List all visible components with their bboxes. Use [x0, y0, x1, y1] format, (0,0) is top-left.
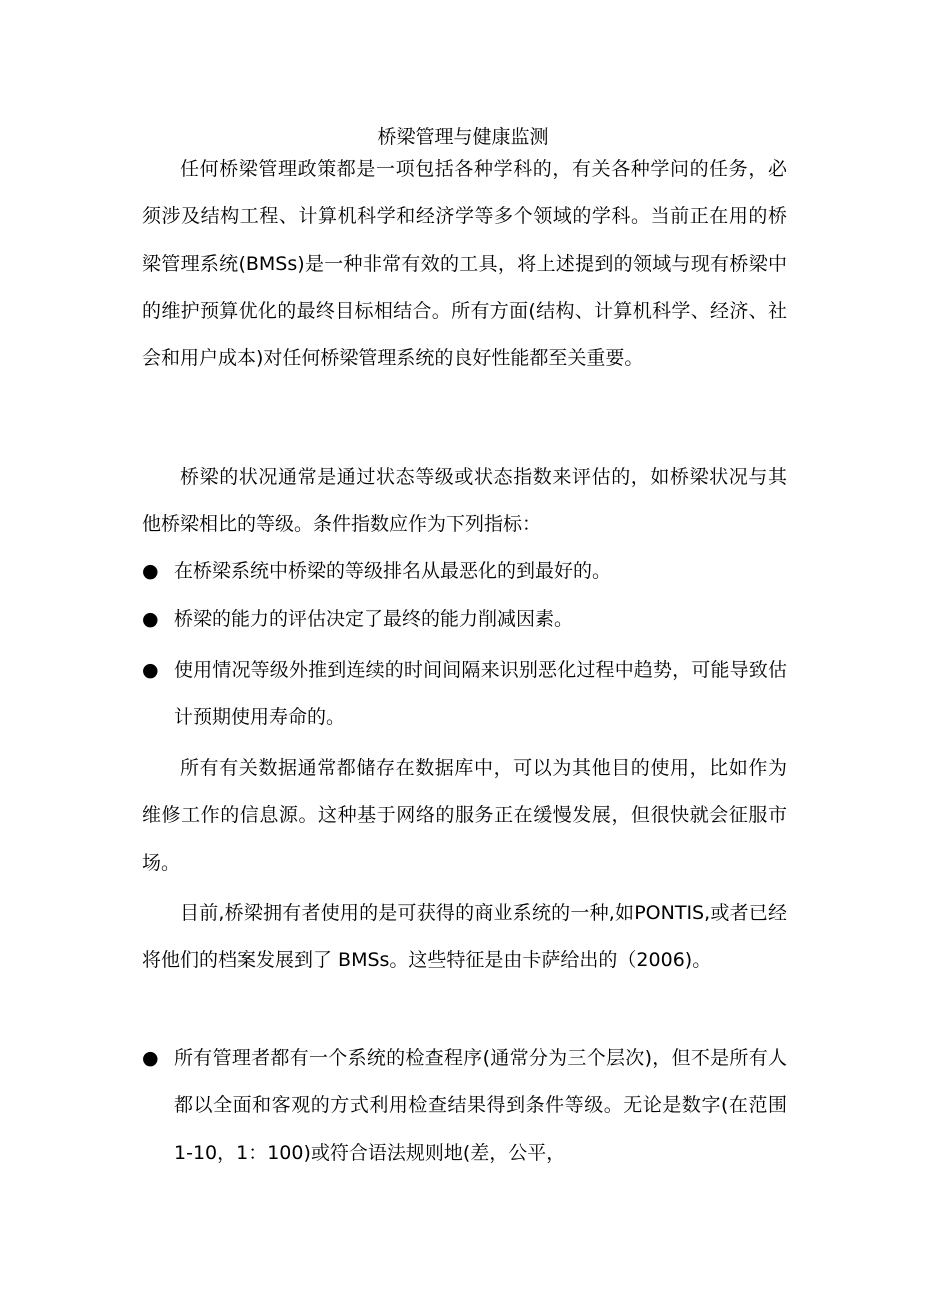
bullet-dot-icon: ● [142, 560, 159, 582]
bullet-text: 所有管理者都有一个系统的检查程序(通常分为三个层次)，但不是所有人都以全面和客观的方式利用检查结果得到条件等级。无论是数字(在范围 1-10，1：100)或符合语法规则地(差，公平， [174, 1047, 787, 1164]
bullet-dot-icon: ● [142, 1047, 159, 1069]
bullet-dot-icon: ● [142, 608, 159, 630]
paragraph-intro: 任何桥梁管理政策都是一项包括各种学科的，有关各种学问的任务，必须涉及结构工程、计算机科学和经济学等多个领域的学科。当前正在用的桥梁管理系统(BMSs)是一种非常有效的工具，将上述提到的领域与现有桥梁中的维护预算优化的最终目标相结合。所有方面(结构、计算机科学、经济、社会和用户成本)对任何桥梁管理系统的良好性能都至关重要。 [142, 158, 787, 370]
bullet-item [142, 1035, 787, 1177]
bullet-item [142, 548, 787, 595]
paragraph-current-systems: 目前,桥梁拥有者使用的是可获得的商业系统的一种,如PONTIS,或者已经将他们的档案发展到了 BMSs。这些特征是由卡萨给出的（2006)。 [142, 902, 787, 972]
document-title: 桥梁管理与健康监测 [377, 126, 549, 148]
bullet-item [142, 647, 787, 742]
bullet-item [142, 596, 787, 643]
bullet-text: 使用情况等级外推到连续的时间间隔来识别恶化过程中趋势，可能导致估计预期使用寿命的。 [174, 659, 787, 729]
bullet-dot-icon: ● [142, 659, 159, 681]
bullet-text: 在桥梁系统中桥梁的等级排名从最恶化的到最好的。 [174, 560, 612, 582]
paragraph-condition: 桥梁的状况通常是通过状态等级或状态指数来评估的，如桥梁状况与其他桥梁相比的等级。条件指数应作为下列指标： [142, 466, 787, 536]
paragraph-database: 所有有关数据通常都储存在数据库中，可以为其他目的使用，比如作为维修工作的信息源。这种基于网络的服务正在缓慢发展，但很快就会征服市场。 [142, 757, 787, 874]
bullet-text: 桥梁的能力的评估决定了最终的能力削减因素。 [174, 608, 574, 630]
